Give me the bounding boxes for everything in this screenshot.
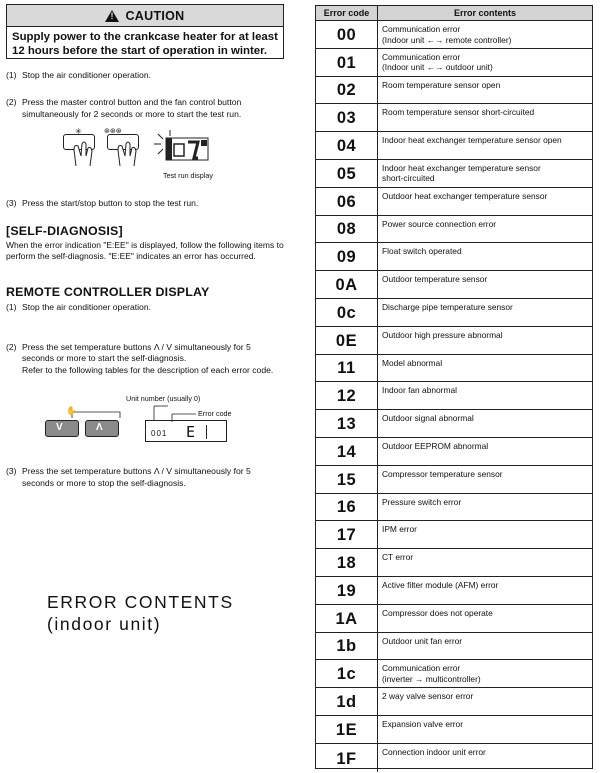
remote-step-1: [6, 302, 288, 314]
error-code-value: E: [186, 423, 196, 441]
error-code-cell: 09: [316, 243, 378, 270]
error-description-cell: Indoor heat exchanger temperature sensor short-circuited: [382, 162, 541, 184]
error-code-cell: 12: [316, 382, 378, 409]
test-run-step-2: [6, 97, 288, 120]
error-code-cell: 1A: [316, 605, 378, 632]
error-code-cell: 1F: [316, 744, 378, 772]
pressing-hands-icon: [68, 138, 148, 168]
remote-lcd: [145, 420, 227, 442]
table-row: [316, 160, 592, 188]
table-row: [316, 216, 592, 244]
error-description-cell: Communication error (inverter → multicontroller): [382, 663, 481, 684]
table-row: [316, 410, 592, 438]
error-code-cell: 17: [316, 521, 378, 548]
remote-display-heading: REMOTE CONTROLLER DISPLAY: [6, 285, 210, 299]
table-row: [316, 466, 592, 494]
error-code-header: Error code: [316, 6, 378, 20]
error-code-cell: 04: [316, 132, 378, 159]
error-code-cell: 02: [316, 77, 378, 104]
master-control-symbol: ✳: [75, 127, 82, 136]
hand-symbol: ✋: [66, 406, 76, 415]
error-description-cell: Compressor temperature sensor: [382, 468, 503, 479]
error-description-cell: Active filter module (AFM) error: [382, 579, 499, 590]
remote-step-2: [6, 330, 288, 376]
error-code-cell: 11: [316, 355, 378, 382]
error-table: [315, 5, 593, 769]
self-diagnosis-heading: [SELF-DIAGNOSIS]: [6, 224, 123, 238]
error-contents-header: Error contents: [453, 8, 516, 18]
table-row: [316, 243, 592, 271]
unit-number-value: 001: [151, 429, 168, 438]
error-code-cell: 01: [316, 49, 378, 76]
test-run-display-icon: [152, 128, 216, 172]
temp-down-symbol: V: [56, 422, 63, 433]
table-row: [316, 660, 592, 688]
table-row: [316, 549, 592, 577]
error-code-cell: 1d: [316, 688, 378, 715]
table-row: [316, 271, 592, 299]
temp-down-button: [45, 420, 79, 437]
table-row: [316, 382, 592, 410]
error-description-cell: Outdoor signal abnormal: [382, 413, 474, 424]
table-row: [316, 132, 592, 160]
error-description-cell: Model abnormal: [382, 357, 443, 368]
error-code-cell: 03: [316, 104, 378, 131]
error-code-cell: 0A: [316, 271, 378, 298]
error-description-cell: Outdoor high pressure abnormal: [382, 329, 503, 340]
error-code-cell: 14: [316, 438, 378, 465]
caution-box: [6, 4, 284, 59]
error-code-cell: 08: [316, 216, 378, 243]
step-number: (3): [6, 466, 17, 476]
step-text: Press the set temperature buttons Λ / V simultaneously for 5 seconds or more to start the self-diagnosis. Refer to the following tables for the description of each error code.: [22, 341, 274, 375]
step-number: (2): [6, 97, 17, 107]
error-description-cell: Outdoor unit fan error: [382, 635, 463, 646]
caution-title: CAUTION: [125, 8, 185, 23]
error-description-cell: Outdoor temperature sensor: [382, 274, 488, 285]
error-contents-title-line2: (indoor unit): [47, 614, 162, 634]
error-code-cell: 13: [316, 410, 378, 437]
step-text: Press the master control button and the fan control button simultaneously for 2 seconds or more to start the test run.: [22, 97, 242, 119]
table-row: [316, 327, 592, 355]
table-row: [316, 494, 592, 522]
error-description-cell: Discharge pipe temperature sensor: [382, 301, 513, 312]
table-row: [316, 577, 592, 605]
fan-control-symbol: ⊛⊛⊛: [104, 128, 122, 135]
error-description-cell: CT error: [382, 552, 414, 563]
error-description-cell: Room temperature sensor open: [382, 79, 501, 90]
table-row: [316, 21, 592, 49]
error-description-cell: Communication error (Indoor unit ←→ remote controller): [382, 24, 512, 45]
test-run-display-label: Test run display: [163, 171, 213, 180]
step-number: (3): [6, 198, 17, 208]
error-description-cell: Indoor fan abnormal: [382, 385, 457, 396]
step-number: (2): [6, 341, 17, 352]
error-code-cell: 19: [316, 577, 378, 604]
error-contents-title-line1: ERROR CONTENTS: [47, 592, 234, 612]
temp-up-button: [85, 420, 119, 437]
table-row: [316, 688, 592, 716]
step-text: Press the start/stop button to stop the test run.: [22, 198, 199, 208]
table-row: [316, 104, 592, 132]
test-run-step-1: [6, 70, 288, 82]
error-description-cell: Outdoor heat exchanger temperature sensor: [382, 190, 548, 201]
table-row: [316, 438, 592, 466]
error-description-cell: IPM error: [382, 524, 417, 535]
error-description-cell: Connection indoor unit error: [382, 746, 486, 757]
error-code-cell: 1c: [316, 660, 378, 687]
error-code-cell: 05: [316, 160, 378, 187]
table-row: [316, 521, 592, 549]
error-code-cell: 15: [316, 466, 378, 493]
error-code-cell: 18: [316, 549, 378, 576]
step-text: Stop the air conditioner operation.: [22, 302, 151, 312]
error-description-cell: Communication error (Indoor unit ←→ outdoor unit): [382, 51, 493, 73]
error-description-cell: Indoor heat exchanger temperature sensor open: [382, 135, 562, 146]
table-row: [316, 716, 592, 744]
step-number: (1): [6, 302, 17, 312]
error-description-cell: Pressure switch error: [382, 496, 462, 507]
lcd-segment: [206, 425, 207, 439]
step-text: Press the set temperature buttons Λ / V simultaneously for 5 seconds or more to stop the self-diagnosis.: [22, 466, 251, 488]
temp-up-symbol: Λ: [96, 422, 103, 433]
error-code-cell: 00: [316, 21, 378, 48]
error-table-body: [316, 21, 592, 772]
error-description-cell: Compressor does not operate: [382, 607, 493, 618]
error-description-cell: Outdoor EEPROM abnormal: [382, 440, 489, 451]
error-description-cell: Float switch operated: [382, 246, 462, 257]
self-diagnosis-text: When the error indication "E:EE" is displayed, follow the following items to perform the self-diagnosis. "E:EE" indicates an error has occurred.: [6, 240, 284, 262]
error-description-cell: 2 way valve sensor error: [382, 691, 474, 702]
remote-step-3: [6, 466, 288, 489]
unit-number-label: Unit number (usually 0): [126, 394, 201, 403]
warning-icon: [105, 10, 119, 22]
table-row: [316, 355, 592, 383]
error-code-cell: 1b: [316, 633, 378, 660]
caution-header: [7, 5, 283, 27]
table-row: [316, 744, 592, 772]
error-table-header: [316, 6, 592, 21]
error-code-cell: 0E: [316, 327, 378, 354]
error-code-cell: 0c: [316, 299, 378, 326]
error-code-cell: 16: [316, 494, 378, 521]
error-code-cell: 1E: [316, 716, 378, 743]
caution-text: Supply power to the crankcase heater for at least 12 hours before the start of operation in winter.: [12, 31, 278, 57]
error-description-cell: Room temperature sensor short-circuited: [382, 107, 535, 118]
table-row: [316, 77, 592, 105]
error-contents-title: [47, 591, 234, 635]
error-description-cell: Expansion valve error: [382, 718, 463, 729]
step-number: (1): [6, 70, 17, 80]
table-row: [316, 49, 592, 77]
test-run-step-3: [6, 198, 288, 210]
error-description-cell: Power source connection error: [382, 218, 497, 229]
table-row: [316, 188, 592, 216]
table-row: [316, 299, 592, 327]
error-code-cell: 06: [316, 188, 378, 215]
step-text: Stop the air conditioner operation.: [22, 70, 151, 80]
table-row: [316, 605, 592, 633]
table-row: [316, 633, 592, 661]
error-code-label: Error code: [198, 409, 232, 418]
